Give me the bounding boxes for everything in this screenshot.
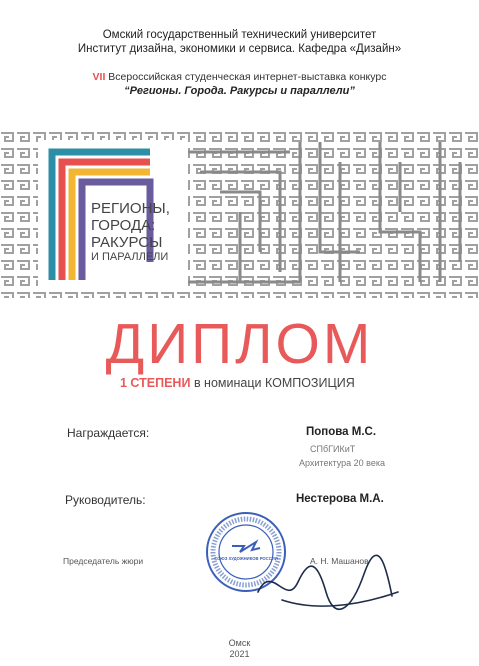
institute-name: Институт дизайна, экономики и сервиса. Кафедра «Дизайн» (77, 43, 402, 55)
header-organization (0, 28, 479, 56)
signature-stroke (258, 555, 398, 609)
signature (252, 552, 402, 618)
jury-label: Председатель жюри (63, 556, 144, 566)
awardee-work: Архитектура 20 века (299, 458, 385, 468)
diploma-title: ДИПЛОМ (105, 312, 374, 376)
logo-line-2: ГОРОДА: (91, 217, 156, 234)
logo-line-3: РАКУРСЫ (91, 234, 163, 251)
supervisor-name: Нестерова М.А. (296, 493, 384, 505)
supervisor-label: Руководитель: (65, 493, 146, 507)
exhibition-line (0, 71, 479, 84)
diploma-subtitle (120, 375, 400, 391)
footer-city: Омск (228, 638, 251, 648)
awardee-group: СПбГИКиТ (310, 444, 356, 454)
nomination-label: в номинаци КОМПОЗИЦИЯ (193, 376, 355, 390)
exhibition-title: “Регионы. Города. Ракурсы и параллели” (124, 85, 355, 97)
exhibition-name: Всероссийская студенческая интернет-выставка конкурс (108, 71, 387, 83)
logo-text (91, 200, 191, 264)
degree-label: 1 СТЕПЕНИ (120, 376, 191, 390)
footer-year: 2021 (229, 649, 250, 659)
jury-name: А. Н. Машанов (310, 556, 369, 566)
seal-emblem (232, 542, 260, 552)
exhibition-roman: VII (92, 71, 106, 83)
logo-line-1: РЕГИОНЫ, (91, 200, 170, 217)
awardee-name: Попова М.С. (306, 426, 377, 438)
seal-text: СОЮЗ ХУДОЖНИКОВ РОССИИ (214, 556, 278, 561)
logo-line-4: И ПАРАЛЛЕЛИ (91, 251, 169, 263)
awarded-label: Награждается: (67, 426, 150, 440)
university-name: Омский государственный технический университет (102, 29, 377, 41)
maze-band (0, 132, 479, 298)
